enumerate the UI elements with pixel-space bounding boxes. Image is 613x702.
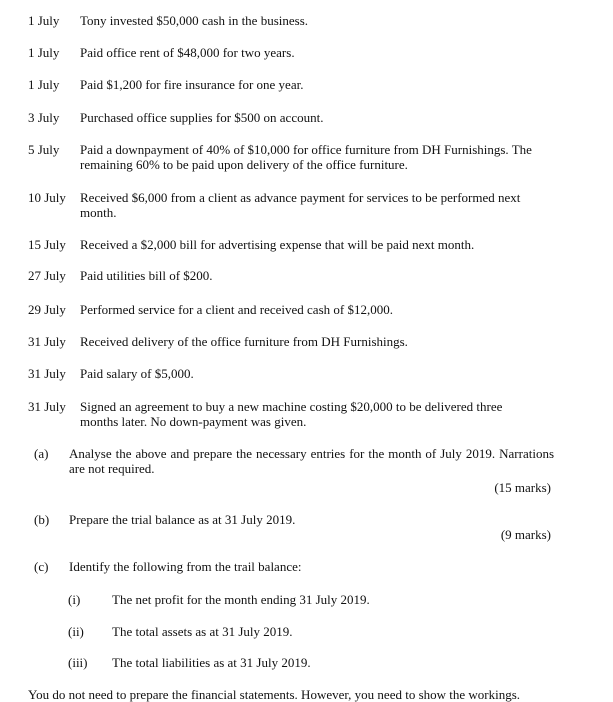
transaction-text: Paid office rent of $48,000 for two years. <box>80 45 295 60</box>
transaction-text: Signed an agreement to buy a new machine costing $20,000 to be delivered three months later. No down-payment was given. <box>80 399 503 429</box>
subquestion-number: (iii) <box>68 655 88 670</box>
transaction-text: Paid a downpayment of 40% of $10,000 for office furniture from DH Furnishings. The remaining 60% to be paid upon delivery of the office furniture. <box>80 142 532 172</box>
transaction-date: 3 July <box>28 110 60 125</box>
subquestion-number: (i) <box>68 592 81 607</box>
transaction-date: 27 July <box>28 268 66 283</box>
footer-note: You do not need to prepare the financial statements. However, you need to show the workings. <box>28 687 521 702</box>
transaction-text: Tony invested $50,000 cash in the business. <box>80 13 309 28</box>
transaction-date: 1 July <box>28 13 60 28</box>
subquestion-text: The total liabilities as at 31 July 2019. <box>112 655 311 670</box>
question-text: Identify the following from the trail balance: <box>69 559 302 574</box>
subquestion-text: The total assets as at 31 July 2019. <box>112 624 293 639</box>
transaction-text: Received delivery of the office furniture from DH Furnishings. <box>80 334 408 349</box>
subquestion-text: The net profit for the month ending 31 July 2019. <box>112 592 370 607</box>
question-text: Prepare the trial balance as at 31 July 2019. <box>69 512 296 527</box>
question-text: Analyse the above and prepare the necessary entries for the month of July 2019. Narrations are not required. <box>69 446 554 476</box>
marks-label: (9 marks) <box>500 527 551 542</box>
transaction-date: 31 July <box>28 399 66 414</box>
marks-label: (15 marks) <box>494 480 551 495</box>
transaction-date: 29 July <box>28 302 66 317</box>
transaction-date: 1 July <box>28 77 60 92</box>
transaction-text: Received a $2,000 bill for advertising expense that will be paid next month. <box>80 237 475 252</box>
transaction-date: 15 July <box>28 237 66 252</box>
transaction-text: Paid utilities bill of $200. <box>80 268 213 283</box>
transaction-date: 5 July <box>28 142 60 157</box>
transaction-text: Performed service for a client and received cash of $12,000. <box>80 302 393 317</box>
transaction-date: 10 July <box>28 190 66 205</box>
subquestion-number: (ii) <box>68 624 84 639</box>
transaction-text: Received $6,000 from a client as advance payment for services to be performed next month. <box>80 190 521 220</box>
question-label: (b) <box>34 512 50 527</box>
transaction-date: 31 July <box>28 366 66 381</box>
question-label: (c) <box>34 559 49 574</box>
question-label: (a) <box>34 446 49 461</box>
transaction-text: Purchased office supplies for $500 on account. <box>80 110 324 125</box>
transaction-text: Paid salary of $5,000. <box>80 366 194 381</box>
transaction-date: 1 July <box>28 45 60 60</box>
transaction-date: 31 July <box>28 334 66 349</box>
transaction-text: Paid $1,200 for fire insurance for one year. <box>80 77 304 92</box>
